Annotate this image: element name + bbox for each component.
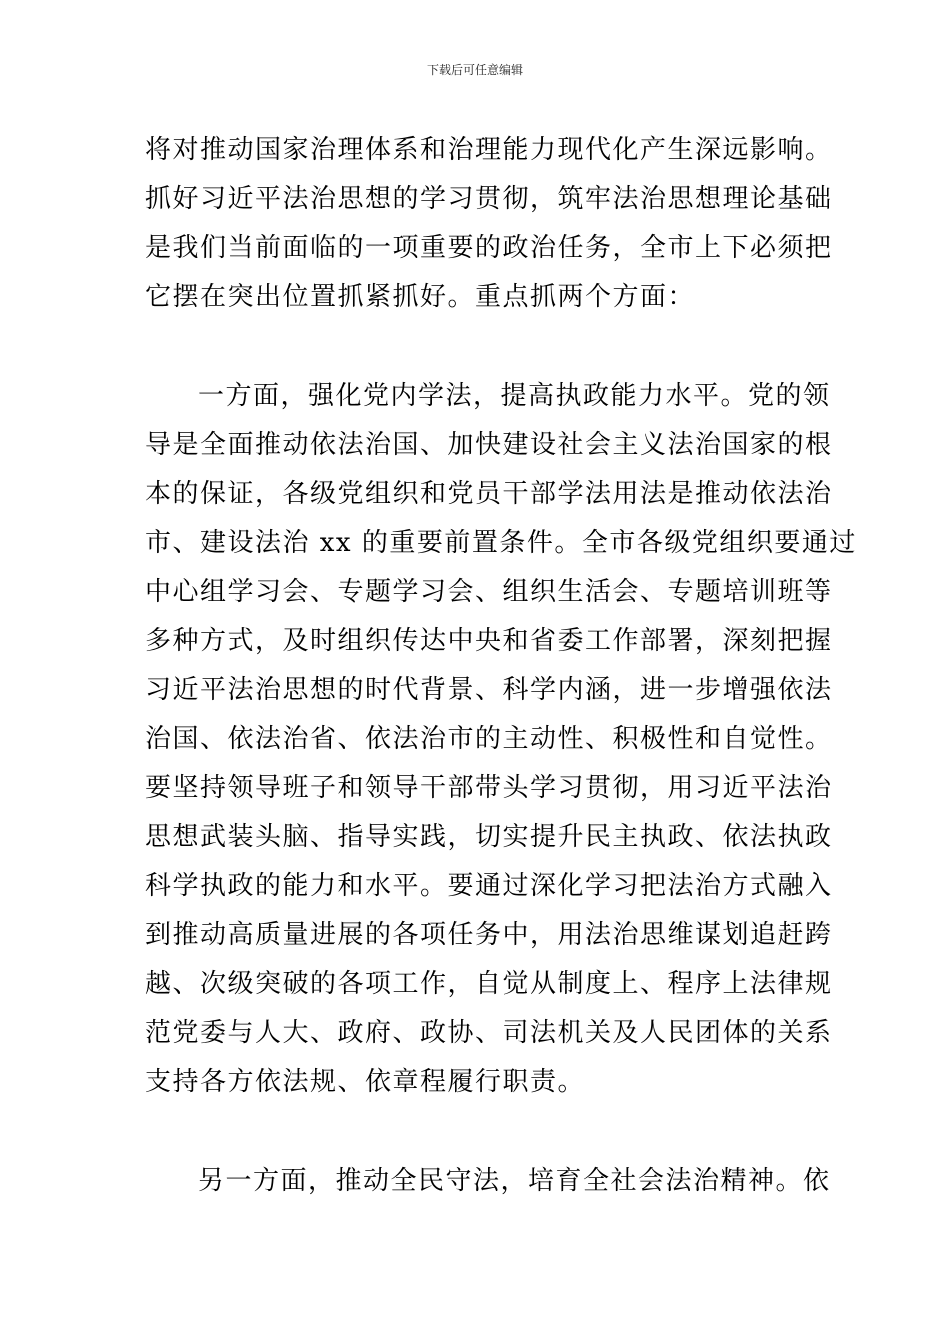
text-line: 将对推动国家治理体系和治理能力现代化产生深远影响。 <box>145 135 833 165</box>
text-line: 科学执政的能力和水平。要通过深化学习把法治方式融入 <box>145 871 833 901</box>
paragraph-other-aspect <box>145 1157 831 1206</box>
text-line: 市、建设法治 xx 的重要前置条件。全市各级党组织要通过 <box>145 528 857 558</box>
text-line: 中心组学习会、专题学习会、组织生活会、专题培训班等 <box>145 577 833 607</box>
text-line: 到推动高质量进展的各项任务中，用法治思维谋划追赶跨 <box>145 920 833 950</box>
text-line: 要坚持领导班子和领导干部带头学习贯彻，用习近平法治 <box>145 773 833 803</box>
text-line: 是我们当前面临的一项重要的政治任务，全市上下必须把 <box>145 233 833 263</box>
document-body <box>145 126 857 1206</box>
paragraph-spacer <box>145 322 810 372</box>
text-line: 习近平法治思想的时代背景、科学内涵，进一步增强依法 <box>145 675 833 705</box>
paragraph-one-aspect <box>145 372 857 1107</box>
text-line: 治国、依法治省、依法治市的主动性、积极性和自觉性。 <box>145 724 833 754</box>
text-line: 越、次级突破的各项工作，自觉从制度上、程序上法律规 <box>145 969 833 999</box>
paragraph-spacer <box>145 1107 810 1157</box>
text-line: 一方面，强化党内学法，提高执政能力水平。党的领 <box>198 381 831 411</box>
text-line: 思想武装头脑、指导实践，切实提升民主执政、依法执政 <box>145 822 833 852</box>
page-header: 下载后可任意编辑 <box>426 63 523 77</box>
text-line: 多种方式，及时组织传达中央和省委工作部署，深刻把握 <box>145 626 833 656</box>
text-line: 支持各方依法规、依章程履行职责。 <box>145 1067 586 1097</box>
text-line: 范党委与人大、政府、政协、司法机关及人民团体的关系 <box>145 1018 833 1048</box>
text-line: 另一方面，推动全民守法，培育全社会法治精神。依 <box>198 1166 831 1196</box>
text-line: 本的保证，各级党组织和党员干部学法用法是推动依法治 <box>145 479 833 509</box>
text-line: 它摆在突出位置抓紧抓好。重点抓两个方面： <box>145 282 696 312</box>
paragraph-continuation <box>145 126 833 322</box>
text-line: 抓好习近平法治思想的学习贯彻，筑牢法治思想理论基础 <box>145 184 833 214</box>
text-line: 导是全面推动依法治国、加快建设社会主义法治国家的根 <box>145 430 833 460</box>
